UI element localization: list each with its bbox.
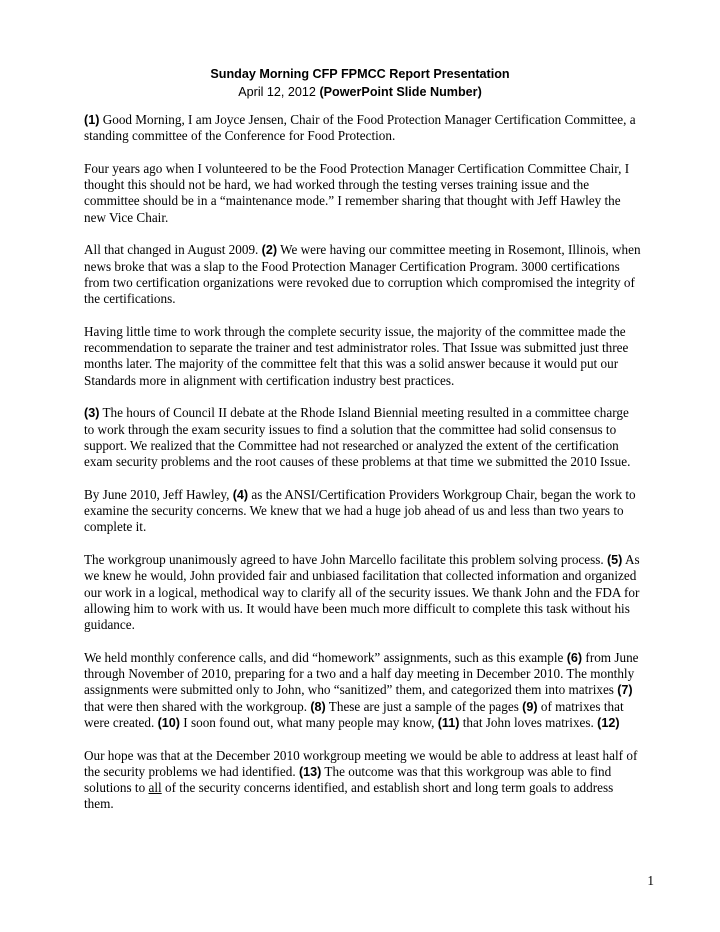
slide-marker: (1) [84, 113, 100, 127]
paragraph [84, 552, 642, 633]
paragraph [84, 242, 642, 307]
text-segment: The outcome was that this workgroup was able to find solutions to [84, 763, 612, 796]
text-segment: as the ANSI/Certification Providers Workgroup Chair, began the work to examine the security concerns. We knew that we had a huge job ahead of us and less than two years to complete it. [84, 486, 636, 535]
title-block [0, 65, 720, 101]
slide-marker: (11) [437, 715, 460, 730]
page-title: Sunday Morning CFP FPMCC Report Presentation [210, 67, 510, 81]
document-body [84, 112, 642, 829]
text-segment: These are just a sample of the pages [325, 698, 523, 714]
slide-marker: (10) [157, 715, 180, 730]
text-segment: Having little time to work through the complete security issue, the majority of the committee made the recommendation to separate the trainer and test administrator roles. That Issue was submitted just three months later. The majority of the committee felt that this was a solid answer because it would put our Standards more in alignment with certification industry best practices. [84, 323, 629, 388]
paragraph [84, 487, 642, 536]
text-segment: By June 2010, Jeff Hawley, [84, 486, 233, 502]
slide-marker: (9) [522, 699, 538, 714]
paragraph [84, 112, 642, 145]
paragraph [84, 161, 642, 226]
underlined-text: all [148, 780, 162, 796]
subtitle-line [0, 83, 720, 101]
text-segment: that were then shared with the workgroup. [84, 698, 311, 714]
slide-number-note: (PowerPoint Slide Number) [319, 85, 482, 99]
text-segment: that John loves matrixes. [459, 714, 598, 730]
text-segment: from June through November of 2010, preparing for a two and a half day meeting in December 2010. The monthly assignments were submitted only to John, who “sanitized” them, and categorized them into matrixes [84, 649, 639, 698]
text-segment: We were having our committee meeting in Rosemont, Illinois, when news broke that was a slap to the Food Protection Manager Certification Program. 3000 certifications from two certification organizations were revoked due to corruption which compromised the integrity of the certifications. [84, 242, 641, 307]
slide-marker: (13) [298, 764, 322, 779]
text-segment: The workgroup unanimously agreed to have John Marcello facilitate this problem solving process. [84, 552, 607, 568]
paragraph [84, 324, 642, 389]
paragraph [84, 748, 642, 813]
slide-marker: (12) [597, 715, 620, 730]
text-segment: We held monthly conference calls, and did “homework” assignments, such as this example [84, 649, 567, 665]
text-segment: As we knew he would, John provided fair and unbiased facilitation that collected information and organized our work in a logical, methodical way to clarify all of the security issues. We thank John and the FDA for allowing him to work with us. It would have been much more difficult to complete this task without his guidance. [84, 552, 640, 633]
text-segment: Four years ago when I volunteered to be the Food Protection Manager Certification Committee Chair, I thought this should not be hard, we had worked through the testing verses training issue and the committee should be in a “maintenance mode.” I remember sharing that thought with Jeff Hawley the new Vice Chair. [84, 160, 630, 225]
text-segment: All that changed in August 2009. [84, 242, 262, 258]
paragraph [84, 405, 642, 470]
text-segment: I soon found out, what many people may know, [179, 714, 438, 730]
text-segment: of matrixes that were created. [84, 698, 624, 730]
paragraph [84, 650, 642, 731]
slide-marker: (8) [310, 699, 326, 714]
text-segment: Good Morning, I am Joyce Jensen, Chair of the Food Protection Manager Certification Committee, a standing committee of the Conference for Food Protection. [84, 112, 636, 144]
slide-marker: (5) [606, 553, 623, 568]
text-segment: The hours of Council II debate at the Rhode Island Biennial meeting resulted in a committee charge to work through the exam security issues to find a solution that the committee had solid consensus to support. We realized that the Committee had not researched or analyzed the extent of the certification exam security problems and the root causes of these problems at that time we submitted the 2010 Issue. [84, 405, 631, 470]
page-number: 1 [647, 873, 654, 888]
slide-marker: (4) [232, 487, 249, 502]
text-segment: Our hope was that at the December 2010 workgroup meeting we would be able to address at least half of the security problems we had identified. [84, 747, 638, 779]
slide-marker: (7) [617, 683, 633, 698]
slide-marker: (3) [84, 406, 100, 421]
text-segment: of the security concerns identified, and establish short and long term goals to address them. [84, 780, 614, 812]
slide-marker: (6) [566, 650, 583, 665]
presentation-date: April 12, 2012 [238, 85, 316, 99]
slide-marker: (2) [261, 243, 278, 258]
